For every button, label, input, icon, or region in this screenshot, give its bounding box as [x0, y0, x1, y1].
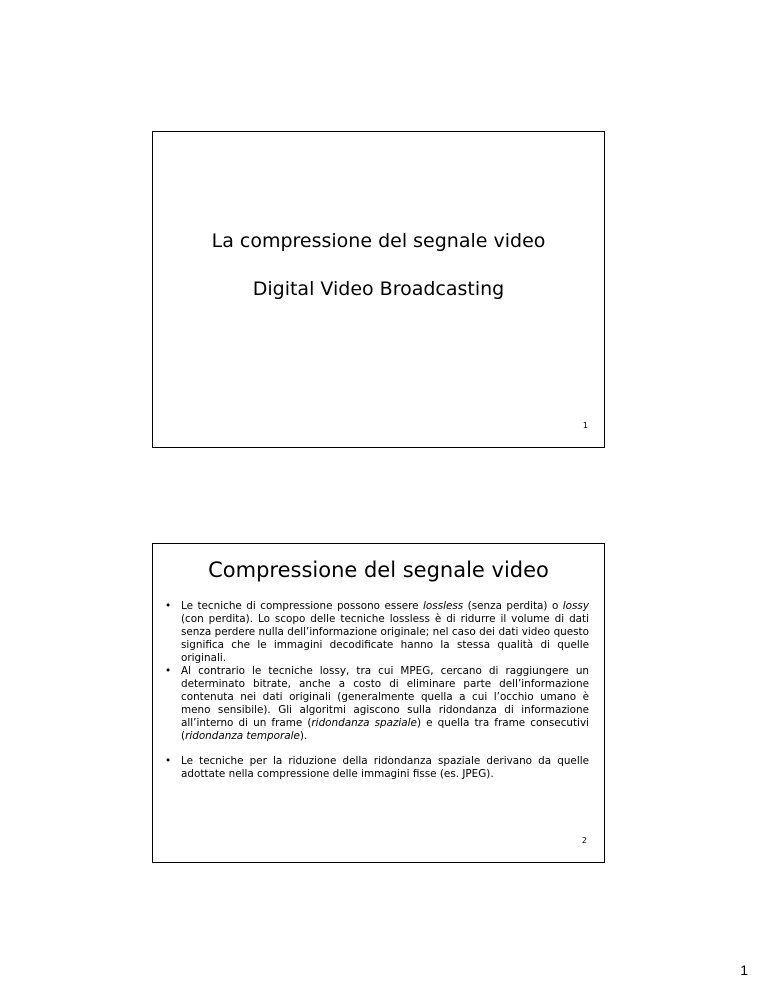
- bullet-2-term-spatial: ridondanza spaziale: [311, 717, 417, 729]
- bullet-symbol: •: [165, 600, 172, 612]
- slide-2-number: 2: [581, 836, 587, 845]
- bullet-1-term-lossy: lossy: [562, 600, 589, 612]
- slide-1: [152, 131, 605, 448]
- bullet-1-term-lossless: lossless: [423, 600, 464, 612]
- bullet-3-text: Le tecniche per la riduzione della ridondanza spaziale derivano da quelle adottate nella compressione delle immagini fisse (es. JPEG).: [181, 755, 589, 780]
- bullet-item-1: [161, 600, 589, 665]
- slide-1-number: 1: [582, 421, 588, 430]
- bullet-item-3: [161, 755, 589, 781]
- bullet-1-text-a: Le tecniche di compressione possono essere: [181, 600, 424, 612]
- bullet-2-text-c: ) e quella tra frame consecutivi (: [181, 717, 589, 742]
- bullet-symbol: •: [165, 755, 172, 767]
- bullet-2-text-a: Al contrario le tecniche lossy, tra cui MPEG, cercano di raggiungere un determinato bitrate, anche a costo di eliminare parte dell’informazione contenuta nei dati originali (generalmente quella a cui l’occhio umano è meno sensibile). Gli algoritmi agiscono sulla ridondanza di informazione all’interno di un frame (: [181, 665, 589, 729]
- bullet-2-term-temporal: ridondanza temporale: [185, 730, 300, 742]
- bullet-symbol: •: [165, 665, 172, 677]
- slide-2-title: Compressione del segnale video: [208, 558, 549, 582]
- bullet-1-text-c: (senza perdita) o: [463, 600, 563, 612]
- slide-1-title: La compressione del segnale video: [211, 230, 546, 252]
- bullet-list: [161, 600, 589, 781]
- bullet-1-text-e: (con perdita). Lo scopo delle tecniche lossless è di ridurre il volume di dati senza perdere nulla dell’informazione originale; nel caso dei dati video questo significa che le immagini decodificate hanno la stessa qualità di quelle originali.: [181, 613, 589, 664]
- bullet-2-text-e: ).: [299, 730, 308, 742]
- slide-2: [152, 543, 605, 863]
- bullet-item-2: [161, 665, 589, 743]
- slide-1-subtitle: Digital Video Broadcasting: [252, 278, 505, 300]
- page-number: 1: [740, 962, 748, 978]
